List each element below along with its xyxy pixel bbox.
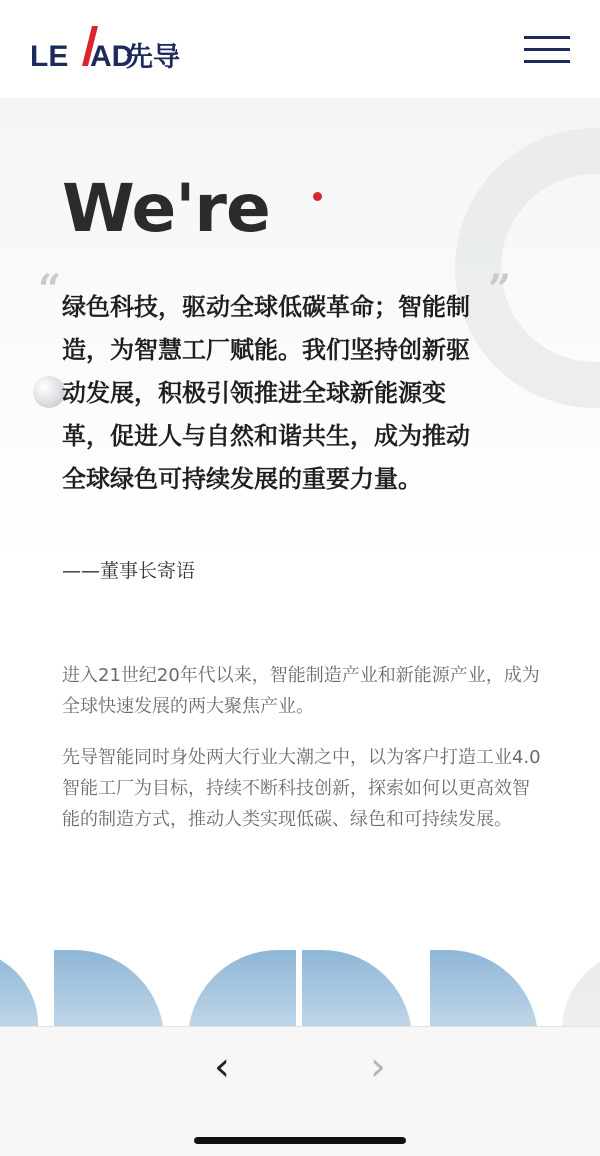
lead-logo-mark (30, 26, 190, 76)
gallery-image (430, 950, 538, 1026)
home-indicator[interactable] (194, 1137, 406, 1144)
hero-headline: We're (62, 170, 270, 247)
intro-paragraph-1: 进入21世纪20年代以来，智能制造产业和新能源产业，成为全球快速发展的两大聚焦产业。 (62, 665, 540, 717)
red-dot-accent (313, 192, 322, 201)
open-quote-icon: “ (38, 266, 62, 313)
gallery-image (562, 950, 600, 1026)
image-gallery (0, 950, 600, 1026)
close-quote-icon: ” (488, 266, 512, 313)
browser-toolbar (0, 1026, 600, 1156)
gallery-image (54, 950, 164, 1026)
forward-arrow-icon[interactable]: › (370, 1044, 386, 1090)
hamburger-menu-icon[interactable] (524, 36, 570, 66)
svg-text:先导: 先导 (126, 42, 180, 73)
gallery-image (302, 950, 412, 1026)
gallery-image (188, 950, 296, 1026)
decorative-orb (33, 376, 65, 408)
site-header (0, 0, 600, 98)
quote-signature: ——董事长寄语 (62, 560, 196, 582)
svg-text:AD: AD (90, 40, 134, 73)
lead-logo[interactable] (30, 26, 190, 76)
gallery-image (0, 950, 38, 1026)
chairman-quote: 绿色科技，驱动全球低碳革命；智能制造，为智慧工厂赋能。我们坚持创新驱动发展，积极引领推进全球新能源变革，促进人与自然和谐共生，成为推动全球绿色可持续发展的重要力量。 (62, 293, 470, 493)
hero-section (0, 98, 600, 950)
svg-text:LE: LE (30, 40, 69, 73)
back-arrow-icon[interactable]: ‹ (214, 1044, 230, 1090)
intro-paragraph-2: 先导智能同时身处两大行业大潮之中，以为客户打造工业4.0智能工厂为目标，持续不断科技创新，探索如何以更高效智能的制造方式，推动人类实现低碳、绿色和可持续发展。 (62, 747, 541, 830)
